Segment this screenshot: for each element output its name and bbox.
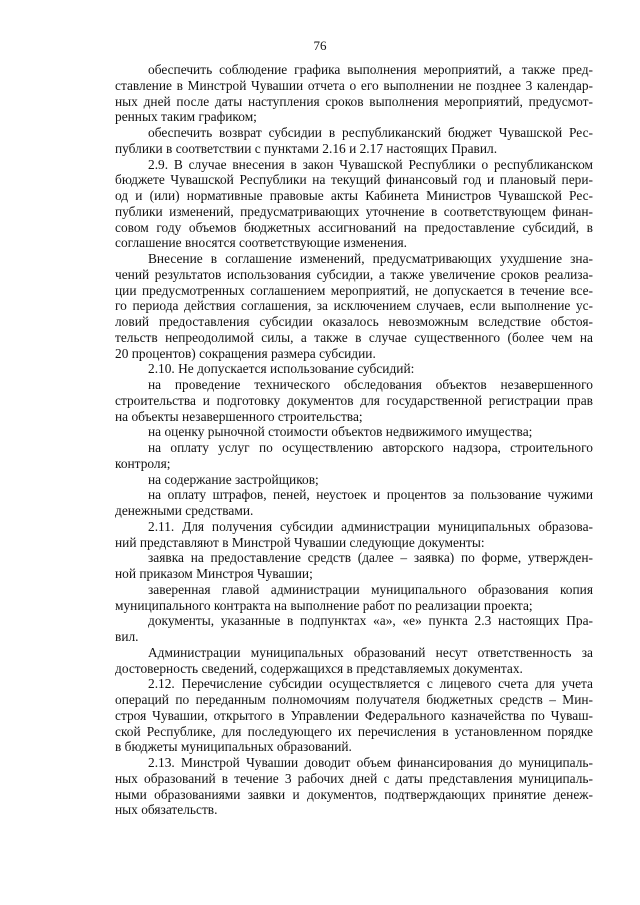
page-number: 76 bbox=[313, 38, 327, 53]
text-line: 2.9. В случае внесения в закон Чувашской Республики о республиканском bbox=[148, 156, 593, 172]
text-line: обеспечить возврат субсидии в республиканский бюджет Чувашской Рес- bbox=[148, 125, 593, 140]
text-line: вил. bbox=[115, 629, 139, 644]
text-line: 2.11. Для получения субсидии администрации муниципальных образова- bbox=[148, 518, 593, 534]
text-line: Внесение в соглашение изменений, предусматривающих ухудшение зна- bbox=[148, 251, 593, 266]
text-line: заявка на предоставление средств (далее – заявка) по форме, утвержден- bbox=[148, 550, 593, 566]
text-line: на объекты незавершенного строительства; bbox=[115, 408, 363, 424]
text-line: ской Республике, для последующего их перечисления в установленном порядке bbox=[115, 723, 593, 739]
text-line: заверенная главой администрации муниципального образования копия bbox=[148, 581, 593, 597]
text-line: на содержание застройщиков; bbox=[148, 471, 319, 487]
text-line: на проведение технического обследования объектов незавершенного bbox=[148, 377, 593, 392]
text-line: ной приказом Минстроя Чувашии; bbox=[115, 566, 313, 581]
text-line: в бюджеты муниципальных образований. bbox=[115, 739, 352, 755]
text-line: чений результатов использования субсидии, а также увеличение сроков реализа- bbox=[115, 266, 593, 282]
text-line: публики изменений, предусматривающих уточнение в соответствующем финан- bbox=[115, 203, 593, 219]
text-line: Администрации муниципальных образований несут ответственность за bbox=[148, 644, 593, 660]
text-line: муниципального контракта на выполнение работ по реализации проекта; bbox=[115, 597, 533, 613]
text-line: ных дней после даты наступления сроков выполнения мероприятий, предусмот- bbox=[115, 93, 593, 109]
text-line: 2.13. Минстрой Чувашии доводит объем финансирования до муниципаль- bbox=[148, 755, 593, 770]
text-line: операций по переданным полномочиям получателя бюджетных средств – Мин- bbox=[115, 692, 593, 707]
text-line: ных образований в течение 3 рабочих дней с даты представления муниципаль- bbox=[115, 770, 593, 786]
body-text bbox=[115, 62, 593, 818]
text-line: ных обязательств. bbox=[115, 802, 218, 818]
text-line: ными образованиями заявки и документов, подтверждающих принятие денеж- bbox=[115, 786, 593, 802]
text-line: ний представляют в Минстрой Чувашии следующие документы: bbox=[115, 534, 485, 550]
text-line: соглашение вносятся соответствующие изменения. bbox=[115, 235, 408, 251]
text-line: на оплату услуг по осуществлению авторского надзора, строительного bbox=[148, 440, 593, 455]
text-line: достоверность сведений, содержащихся в представляемых документах. bbox=[115, 660, 523, 676]
text-line: 2.12. Перечисление субсидии осуществляется с лицевого счета для учета bbox=[148, 676, 593, 692]
text-line: ренных таким графиком; bbox=[115, 109, 257, 125]
text-line: од и (или) нормативные правовые акты Кабинета Министров Чувашской Рес- bbox=[115, 188, 593, 203]
text-line: ставление в Минстрой Чувашии отчета о его выполнении не позднее 3 календар- bbox=[115, 77, 593, 93]
text-line: публики в соответствии с пунктами 2.16 и 2.17 настоящих Правил. bbox=[115, 140, 498, 156]
text-line: контроля; bbox=[115, 455, 171, 471]
text-line: ции предусмотренных соглашением мероприятий, не допускается в течение все- bbox=[115, 282, 593, 298]
text-line: денежными средствами. bbox=[115, 503, 254, 518]
text-line: го периода действия соглашения, за исключением случаев, если выполнение ус- bbox=[115, 298, 593, 314]
text-line: 2.10. Не допускается использование субсидий: bbox=[148, 361, 415, 377]
text-line: бюджете Чувашской Республики на текущий финансовый год и плановый пери- bbox=[115, 172, 593, 188]
text-line: совом году объемов бюджетных ассигнований на предоставление субсидий, в bbox=[115, 219, 593, 235]
text-line: 20 процентов) сокращения размера субсидии. bbox=[115, 345, 376, 361]
text-line: на оценку рыночной стоимости объектов недвижимого имущества; bbox=[148, 424, 533, 440]
text-line: ловий предоставления субсидии оказалось невозможным вследствие обстоя- bbox=[115, 314, 593, 329]
text-line: обеспечить соблюдение графика выполнения мероприятий, а также пред- bbox=[148, 62, 593, 77]
text-line: строя Чувашии, открытого в Управлении Федерального казначейства по Чуваш- bbox=[115, 707, 593, 723]
text-line: тельств непреодолимой силы, а также в случае существенного (более чем на bbox=[115, 329, 593, 345]
text-line: на оплату штрафов, пеней, неустоек и процентов за пользование чужими bbox=[148, 487, 593, 503]
text-line: документы, указанные в подпунктах «а», «е» пункта 2.3 настоящих Пра- bbox=[148, 613, 593, 629]
text-line: строительства и подготовку документов для государственной регистрации прав bbox=[115, 392, 593, 408]
